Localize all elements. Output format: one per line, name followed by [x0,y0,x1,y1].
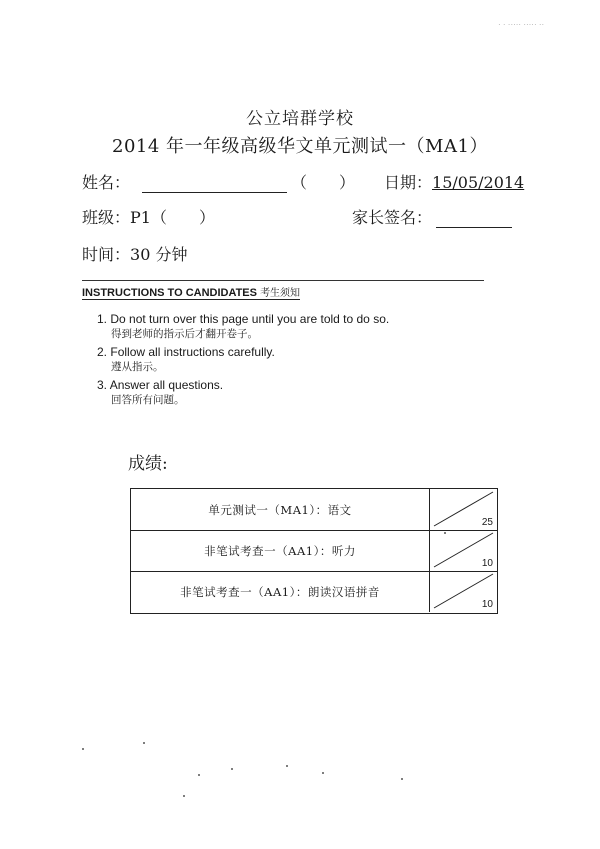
score-row-label: 非笔试考查一（AA1）：听力 [131,530,430,571]
name-label: 姓名： [82,173,131,192]
scan-speck [198,774,200,776]
instruction-item [97,312,517,342]
instruction-text-en: Answer all questions. [109,378,224,392]
exam-title: 2014 年一年级高级华文单元测试一（MA1） [112,136,488,157]
score-cell[interactable] [430,489,497,530]
time-label: 时间： [82,245,131,264]
instruction-number: 2. [97,345,108,359]
instruction-item [97,345,517,375]
scan-speck [82,748,84,750]
instructions-heading-cn: 考生须知 [260,288,301,299]
score-max: 25 [481,517,493,528]
name-field [82,170,355,193]
name-blank[interactable] [142,192,287,193]
scan-speck [231,768,233,770]
scan-speck [322,772,324,774]
scan-speck [444,532,446,534]
instruction-text-cn: 得到老师的指示后才翻开卷子。 [111,328,258,340]
score-max: 10 [481,558,493,569]
scan-speck [143,742,145,744]
grade-label: 成绩: [128,454,168,474]
instructions-heading [82,284,300,300]
instruction-number: 1. [97,312,108,326]
instruction-item [97,378,517,408]
score-cell[interactable] [430,571,497,612]
score-row [131,530,497,572]
time-field [82,242,187,265]
parent-signature-blank[interactable] [436,227,512,228]
scan-corner-mark: · · ····· ····· ·· [498,20,545,29]
instruction-text-en: Follow all instructions carefully. [110,345,275,359]
instruction-text-en: Do not turn over this page until you are told to do so. [110,312,390,326]
date-label: 日期： [384,173,433,192]
time-value: 30 分钟 [130,245,188,264]
scan-speck [183,795,185,797]
score-row-label: 非笔试考查一（AA1）：朗读汉语拼音 [131,571,430,612]
parent-signature-label: 家长签名： [352,208,433,227]
class-label: 班级： [82,208,131,227]
instructions-heading-en: INSTRUCTIONS TO CANDIDATES [82,287,257,299]
class-value: P1（ ） [130,208,215,227]
score-row-label: 单元测试一（MA1）：语文 [131,489,430,530]
scan-speck [286,765,288,767]
score-row [131,571,497,612]
date-value: 15/05/2014 [432,173,525,192]
school-name: 公立培群学校 [246,109,354,129]
instruction-text-cn: 回答所有问题。 [111,394,185,406]
instructions-list [97,312,517,411]
score-cell[interactable] [430,530,497,571]
index-number-paren: （ ） [291,173,356,192]
scan-speck [401,778,403,780]
date-field [384,170,524,193]
score-max: 10 [481,599,493,610]
score-table [130,488,498,614]
section-divider [82,280,484,281]
class-field [82,205,215,228]
parent-signature-field [352,205,512,228]
score-row [131,489,497,531]
instruction-number: 3. [97,378,108,392]
instruction-text-cn: 遵从指示。 [111,361,164,373]
